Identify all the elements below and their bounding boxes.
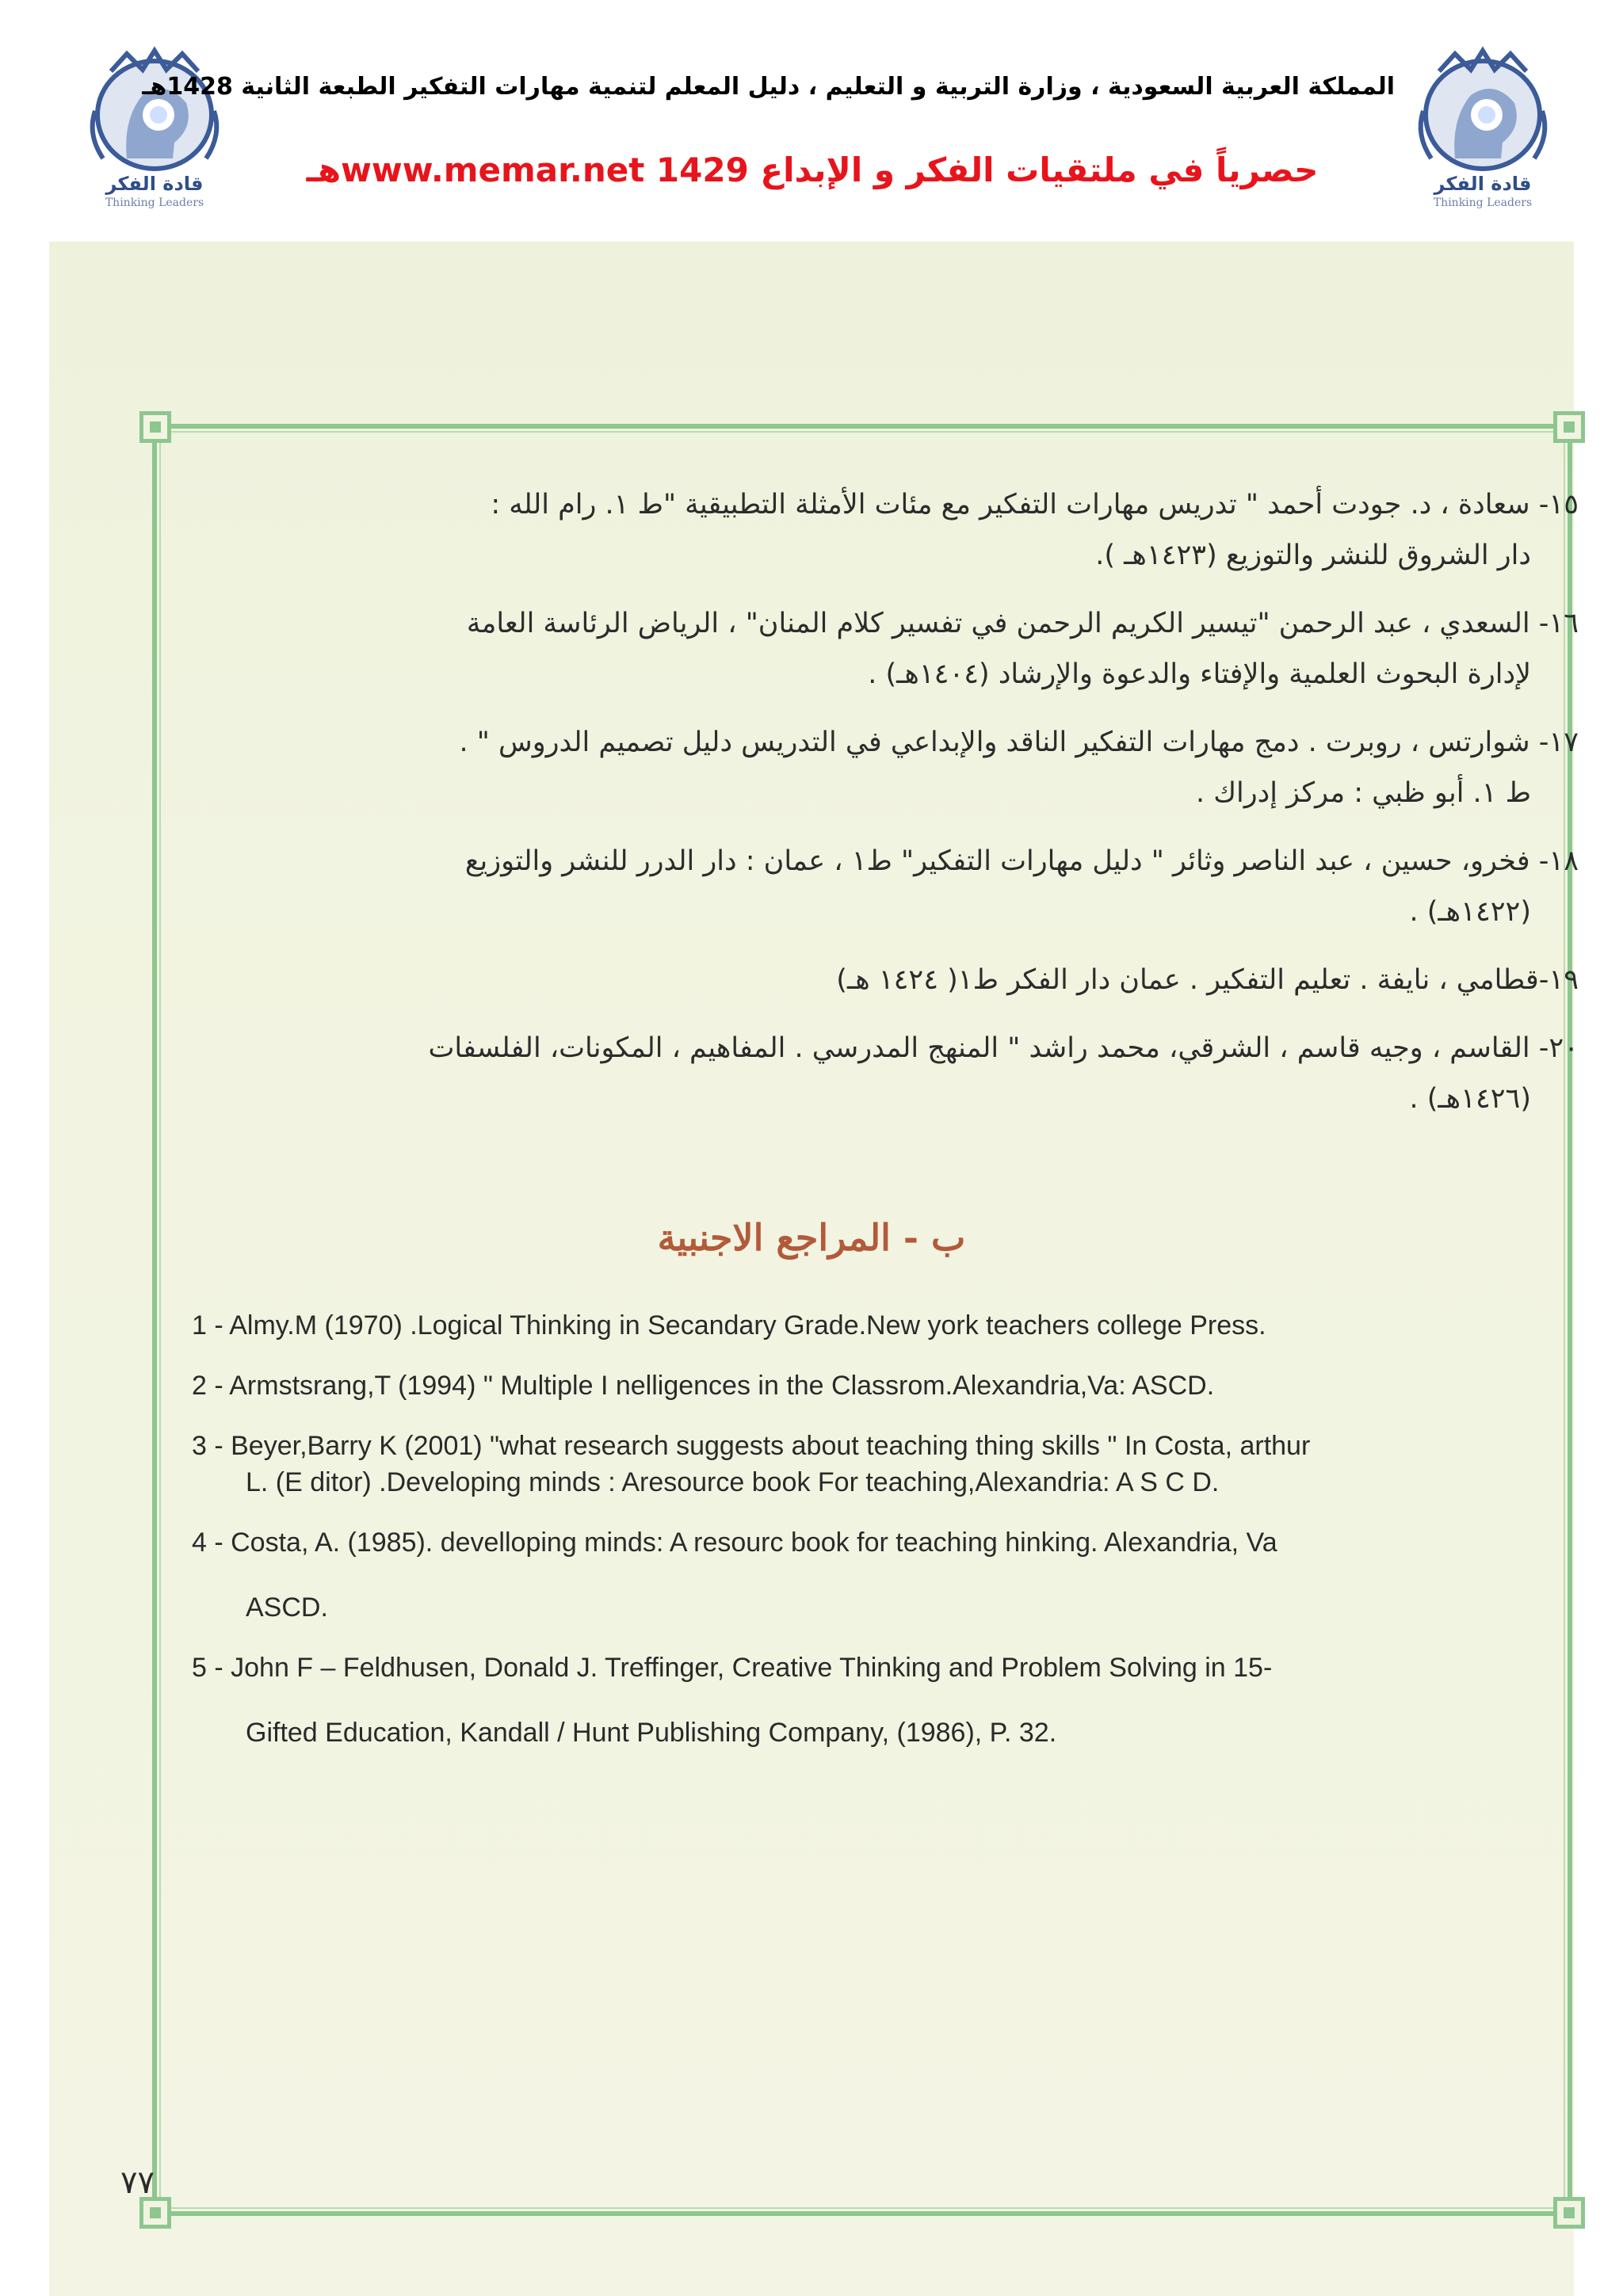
reference-item	[192, 1428, 1571, 1501]
english-references-list	[192, 1307, 1571, 1775]
frame-corner-ornament	[1553, 2197, 1585, 2229]
thinking-leaders-logo-right	[1407, 40, 1558, 214]
logo-english-text: Thinking Leaders	[1433, 196, 1533, 209]
reference-line: لإدارة البحوث العلمية والإفتاء والدعوة والإرشاد (١٤٠٤هـ) .	[868, 658, 1531, 690]
reference-line: ١٦- السعدي ، عبد الرحمن "تيسير الكريم الرحمن في تفسير كلام المنان" ، الرياض الرئاسة العامة	[466, 608, 1579, 639]
logo-arabic-text: قادة الفكر	[105, 173, 204, 195]
reference-item	[184, 836, 1579, 937]
reference-item	[184, 479, 1579, 581]
thinking-leaders-logo	[79, 40, 230, 214]
reference-line: ١٥- سعادة ، د. جودت أحمد " تدريس مهارات التفكير مع مئات الأمثلة التطبيقية "ط ١. رام الله :	[491, 489, 1579, 521]
reference-item	[184, 1023, 1579, 1124]
reference-line: L. (E ditor) .Developing minds : Aresource book For teaching,Alexandria: A S C D.	[246, 1467, 1220, 1497]
scanned-page	[49, 242, 1579, 2296]
reference-item	[192, 1367, 1571, 1404]
reference-line: 4 - Costa, A. (1985). develloping minds: A resourc book for teaching hinking. Alexandria, Va	[192, 1527, 1277, 1558]
reference-line: ASCD.	[246, 1592, 328, 1623]
reference-line: دار الشروق للنشر والتوزيع (١٤٢٣هـ ).	[1095, 540, 1531, 571]
reference-line: ١٧- شوارتس ، روبرت . دمج مهارات التفكير الناقد والإبداعي في التدريس دليل تصميم الدروس " .	[459, 727, 1579, 758]
reference-item	[184, 955, 1579, 1005]
reference-line: ١٨- فخرو، حسين ، عبد الناصر وثائر " دليل مهارات التفكير" ط١ ، عمان : دار الدرر للنشر والتوزيع	[464, 845, 1579, 877]
reference-line: ٢٠- القاسم ، وجيه قاسم ، الشرقي، محمد راشد " المنهج المدرسي . المفاهيم ، المكونات، الفلسفات	[428, 1032, 1579, 1064]
reference-line: Gifted Education, Kandall / Hunt Publishing Company, (1986), P. 32.	[246, 1718, 1057, 1748]
frame-corner-ornament	[1553, 411, 1585, 443]
header-subtitle: حصرياً في ملتقيات الفكر و الإبداع www.memar.net 1429هـ	[306, 151, 1319, 189]
reference-item	[184, 598, 1579, 700]
reference-line: 3 - Beyer,Barry K (2001) "what research suggests about teaching thing skills " In Costa, arthur	[192, 1431, 1311, 1461]
reference-item	[192, 1650, 1571, 1751]
reference-line: 2 - Armstsrang,T (1994) " Multiple I nelligences in the Classrom.Alexandria,Va: ASCD.	[192, 1371, 1215, 1401]
frame-corner-ornament	[139, 2197, 171, 2229]
reference-line: 5 - John F – Feldhusen, Donald J. Treffinger, Creative Thinking and Problem Solving in 15-	[192, 1653, 1273, 1683]
reference-line: ط ١. أبو ظبي : مركز إدراك .	[1195, 777, 1531, 809]
page-number: ٧٧	[120, 2164, 155, 2201]
logo-english-text: Thinking Leaders	[105, 196, 204, 209]
reference-item	[192, 1307, 1571, 1344]
arabic-references-list	[184, 479, 1579, 1142]
reference-item	[192, 1524, 1571, 1626]
header-title: المملكة العربية السعودية ، وزارة التربية و التعليم ، دليل المعلم لتنمية مهارات التفكير الطبعة الثانية 1428هـ	[142, 73, 1395, 101]
reference-line: 1 - Almy.M (1970) .Logical Thinking in Secandary Grade.New york teachers college Press.	[192, 1310, 1266, 1341]
reference-line: ١٩-قطامي ، نايفة . تعليم التفكير . عمان دار الفكر ط١( ١٤٢٤ هـ)	[836, 964, 1579, 996]
reference-line: (١٤٢٢هـ) .	[1409, 896, 1531, 928]
document-header	[0, 0, 1623, 230]
logo-arabic-text: قادة الفكر	[1434, 173, 1532, 195]
frame-corner-ornament	[139, 411, 171, 443]
reference-item	[184, 717, 1579, 818]
reference-line: (١٤٢٦هـ) .	[1409, 1083, 1531, 1115]
foreign-references-heading: ب - المراجع الاجنبية	[657, 1216, 966, 1259]
